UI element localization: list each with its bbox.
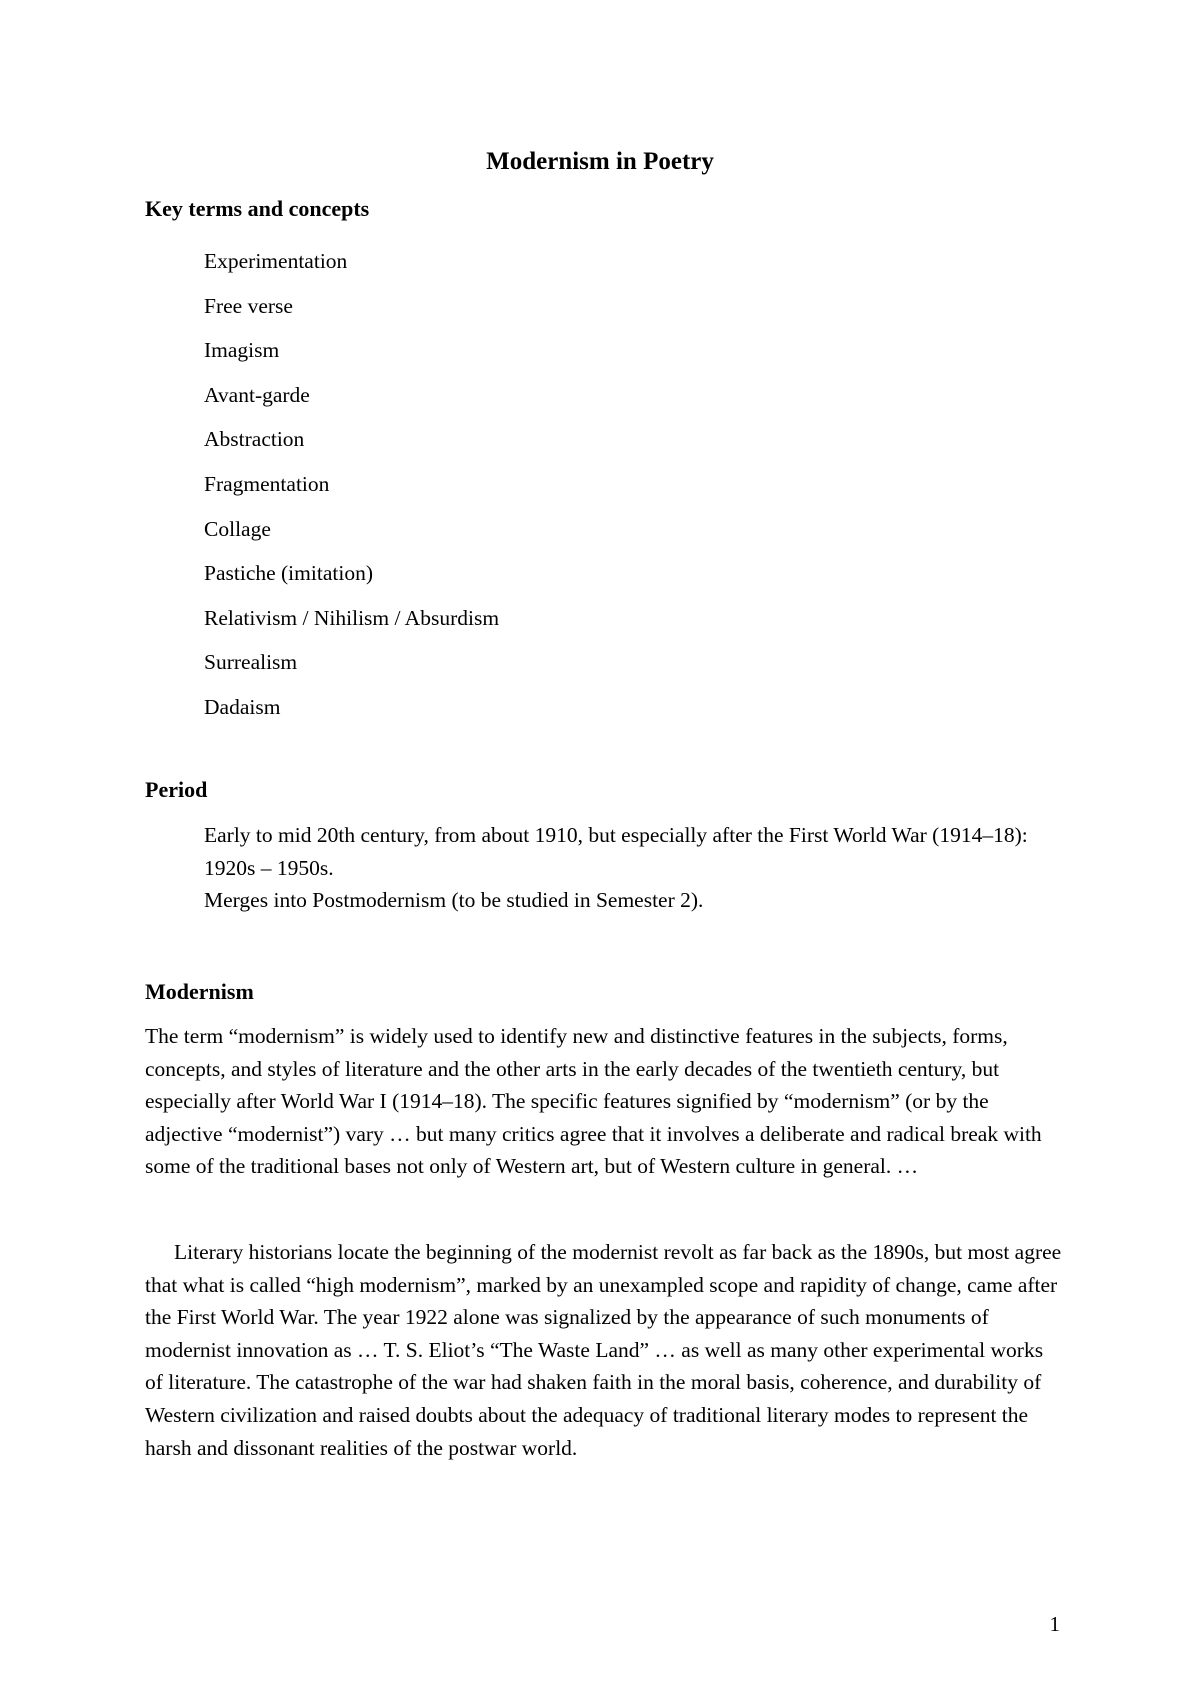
period-heading: Period [145, 777, 208, 802]
list-item: Surrealism [204, 650, 298, 675]
page-title: Modernism in Poetry [486, 148, 714, 175]
modernism-paragraph-2: Literary historians locate the beginning of the modernist revolt as far back as the 1890s, but most agree that what is called “high modernism”, marked by an unexampled scope and rapidity of change, came after the First World War. The year 1922 alone was signalized by the appearance of such monuments of modernist innovation as … T. S. Eliot’s “The Waste Land” … as well as many other experimental works of literature. The catastrophe of the war had shaken faith in the moral basis, coherence, and durability of Western civilization and raised doubts about the adequacy of traditional literary modes to represent the harsh and dissonant realities of the postwar world. [145, 1240, 1062, 1460]
key-terms-heading: Key terms and concepts [145, 196, 370, 221]
period-note: Merges into Postmodernism (to be studied in Semester 2). [204, 888, 704, 912]
list-item: Abstraction [204, 427, 305, 452]
page-number: 1 [1049, 1612, 1060, 1636]
modernism-paragraph-1: The term “modernism” is widely used to identify new and distinctive features in the subjects, forms, concepts, and styles of literature and the other arts in the early decades of the twentieth century, but especially after World War I (1914–18). The specific features signified by “modernism” (or by the adjective “modernist”) vary … but many critics agree that it involves a deliberate and radical break with some of the traditional bases not only of Western art, but of Western culture in general. … [145, 1024, 1042, 1179]
list-item: Fragmentation [204, 471, 330, 496]
list-item: Dadaism [204, 694, 281, 719]
list-item: Pastiche (imitation) [204, 561, 373, 586]
period-dates: Early to mid 20th century, from about 1910, but especially after the First World War (1914–18): 1920s – 1950s. [204, 823, 1028, 880]
key-terms-list [204, 239, 499, 730]
list-item: Collage [204, 516, 271, 541]
list-item: Imagism [204, 338, 280, 363]
modernism-heading: Modernism [145, 979, 254, 1004]
list-item: Relativism / Nihilism / Absurdism [204, 605, 500, 630]
list-item: Experimentation [204, 249, 348, 273]
list-item: Free verse [204, 293, 293, 318]
period-section [204, 819, 1084, 917]
list-item: Avant-garde [204, 382, 310, 407]
